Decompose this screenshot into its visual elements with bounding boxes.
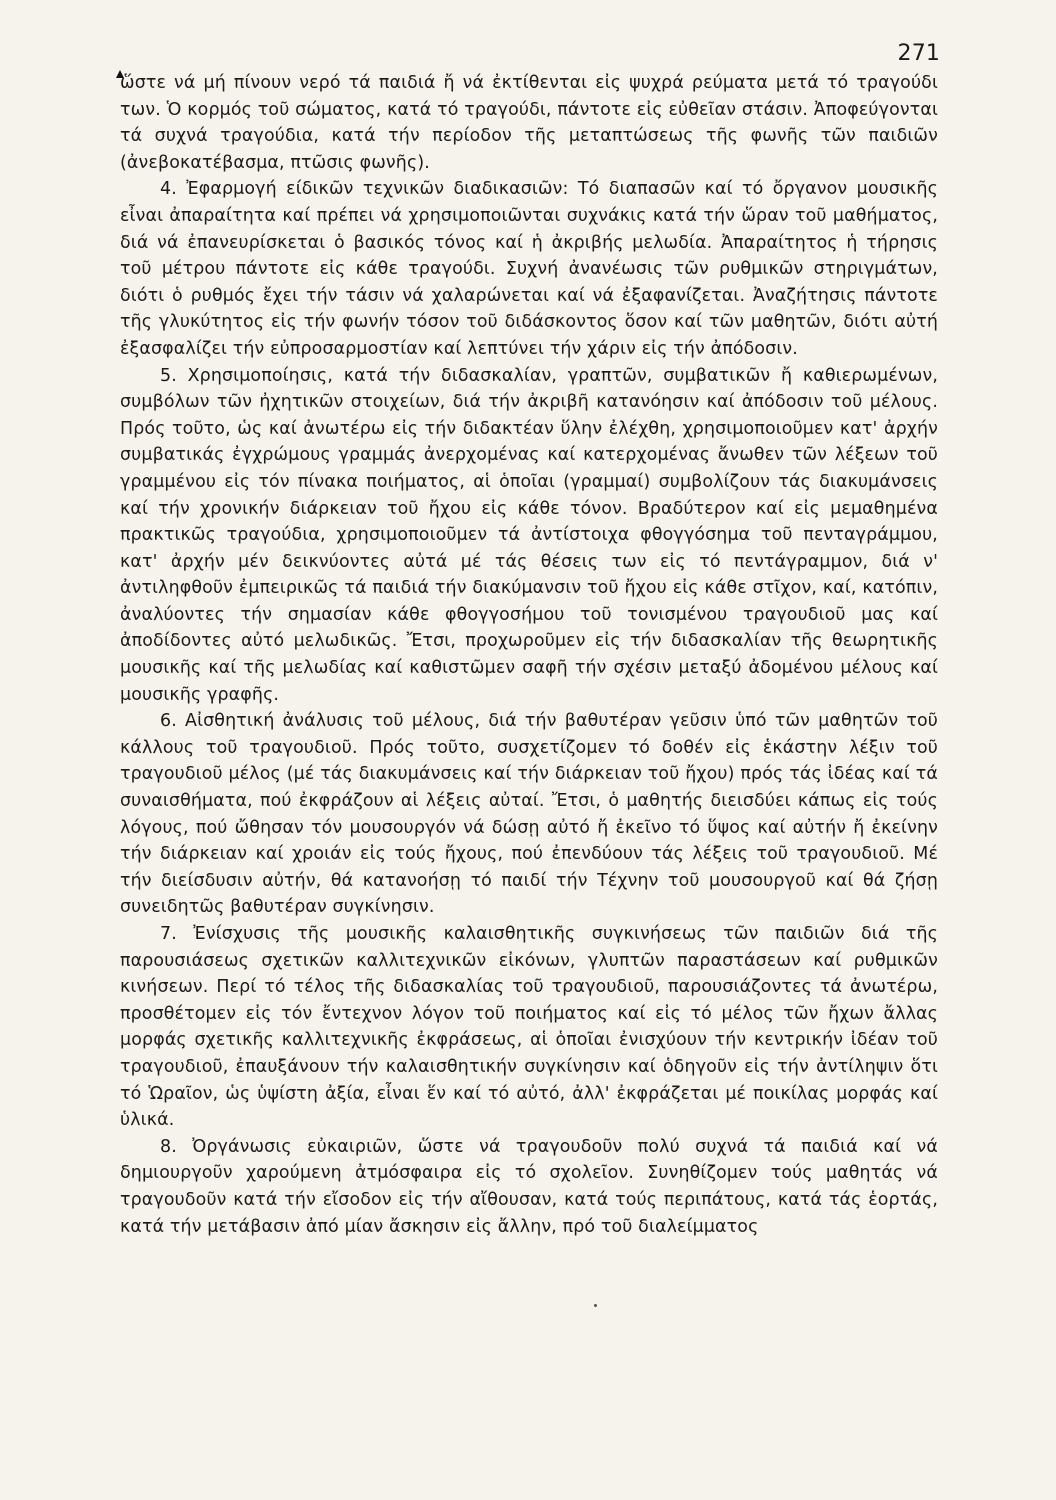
paragraph-continuation: ὥστε νά μή πίνουν νερό τά παιδιά ἤ νά ἐκτίθενται εἰς ψυχρά ρεύματα μετά τό τραγούδι των. Ὁ κορμός τοῦ σώματος, κατά τό τραγούδι, πάντοτε εἰς εὐθεῖαν στάσιν. Ἀποφεύγονται τά συχνά τραγούδια, κατά τήν περίοδον τῆς μεταπτώσεως τῆς φωνῆς τῶν παιδιῶν (ἀνεβοκατέβασμα, πτῶσις φωνῆς). — [120, 73, 938, 173]
paragraph-8: 8. Ὀργάνωσις εὐκαιριῶν, ὥστε νά τραγουδοῦν πολύ συχνά τά παιδιά καί νά δημιουργοῦν χαρούμενη ἀτμόσφαιρα εἰς τό σχολεῖον. Συνηθίζομεν τούς μαθητάς νά τραγουδοῦν κατά τήν εἴσοδον εἰς τήν αἴθουσαν, κατά τούς περιπάτους, κατά τάς ἑορτάς, κατά τήν μετάβασιν ἀπό μίαν ἄσκησιν εἰς ἄλλην, πρό τοῦ διαλείμματος — [120, 1136, 938, 1237]
paragraph-7: 7. Ἐνίσχυσις τῆς μουσικῆς καλαισθητικῆς συγκινήσεως τῶν παιδιῶν διά τῆς παρουσιάσεως σχετικῶν καλλιτεχνικῶν εἰκόνων, γλυπτῶν παραστάσεων καί ρυθμικῶν κινήσεων. Περί τό τέλος τῆς διδασκαλίας τοῦ τραγουδιοῦ, παρουσιάζοντες τά ἀνωτέρω, προσθέτομεν εἰς τόν ἔντεχνον λόγον τοῦ ποιήματος καί εἰς τό μέλος τῶν ἤχων ἄλλας μορφάς σχετικῆς καλλιτεχνικῆς ἐκφράσεως, αἱ ὁποῖαι ἐνισχύουν τήν κεντρικήν ἰδέαν τοῦ τραγουδιοῦ, ἐπαυξάνουν τήν καλαισθητικήν συγκίνησιν καί ὁδηγοῦν εἰς τήν ἀντίληψιν ὅτι τό Ὡραῖον, ὡς ὑψίστη ἀξία, εἶναι ἕν καί τό αὐτό, ἀλλ' ἐκφράζεται μέ ποικίλας μορφάς καί ὑλικά. — [120, 924, 938, 1131]
body-text — [120, 70, 938, 1240]
paragraph-5: 5. Χρησιμοποίησις, κατά τήν διδασκαλίαν, γραπτῶν, συμβατικῶν ἤ καθιερωμένων, συμβόλων τῶν ἠχητικῶν στοιχείων, διά τήν ἀκριβῆ κατανόησιν καί ἀπόδοσιν τοῦ μέλους. Πρός τοῦτο, ὡς καί ἀνωτέρω εἰς τήν διδακτέαν ὕλην ἐλέχθη, χρησιμοποιοῦμεν κατ' ἀρχήν συμβατικάς ἐγχρώμους γραμμάς ἀνερχομένας καί κατερχομένας ἄνωθεν τῶν λέξεων τοῦ γραμμένου εἰς τόν πίνακα ποιήματος, αἱ ὁποῖαι (γραμμαί) συμβολίζουν τάς διακυμάνσεις καί τήν χρονικήν διάρκειαν τοῦ ἤχου εἰς κάθε τόνον. Βραδύτερον καί εἰς μεμαθημένα πρακτικῶς τραγούδια, χρησιμοποιοῦμεν τά ἀντίστοιχα φθογγόσημα τοῦ πενταγράμμου, κατ' ἀρχήν μέν δεικνύοντες αὐτά μέ τάς θέσεις των εἰς τό πεντάγραμμον, διά ν' ἀντιληφθοῦν ἐμπειρικῶς τά παιδιά τήν διακύμανσιν τοῦ ἤχου εἰς κάθε στῖχον, καί, κατόπιν, ἀναλύοντες τήν σημασίαν κάθε φθογγοσήμου τοῦ τονισμένου τραγουδιοῦ μας καί ἀποδίδοντες αὐτό μελωδικῶς. Ἔτσι, προχωροῦμεν εἰς τήν διδασκαλίαν τῆς θεωρητικῆς μουσικῆς καί τῆς μελωδίας καί καθιστῶμεν σαφῆ τήν σχέσιν μεταξύ ἀδομένου μέλους καί μουσικῆς γραφῆς. — [120, 365, 938, 705]
print-mark — [116, 70, 124, 78]
paragraph-6: 6. Αἰσθητική ἀνάλυσις τοῦ μέλους, διά τήν βαθυτέραν γεῦσιν ὑπό τῶν μαθητῶν τοῦ κάλλους τοῦ τραγουδιοῦ. Πρός τοῦτο, συσχετίζομεν τό δοθέν εἰς ἑκάστην λέξιν τοῦ τραγουδιοῦ μέλος (μέ τάς διακυμάνσεις καί τήν διάρκειαν τοῦ ἤχου) πρός τάς ἰδέας καί τά συναισθήματα, πού ἐκφράζουν αἱ λέξεις αὐταί. Ἔτσι, ὁ μαθητής διεισδύει κάπως εἰς τούς λόγους, πού ὤθησαν τόν μουσουργόν νά δώσῃ αὐτό ἤ ἐκεῖνο τό ὕψος καί αὐτήν ἤ ἐκείνην τήν διάρκειαν καί χροιάν εἰς τούς ἤχους, πού ἐπενδύουν τάς λέξεις τοῦ τραγουδιοῦ. Μέ τήν διείσδυσιν αὐτήν, θά κατανοήσῃ τό παιδί τήν Τέχνην τοῦ μουσουργοῦ καί θά ζήσῃ συνειδητῶς βαθυτέραν συγκίνησιν. — [120, 711, 938, 918]
paragraph-4: 4. Ἐφαρμογή είδικῶν τεχνικῶν διαδικασιῶν: Τό διαπασῶν καί τό ὄργανον μουσικῆς εἶναι ἀπαραίτητα καί πρέπει νά χρησιμοποιῶνται συχνάκις κατά τήν ὥραν τοῦ μαθήματος, διά νά ἐπανευρίσκεται ὁ βασικός τόνος καί ἡ ἀκριβής μελωδία. Ἀπαραίτητος ἡ τήρησις τοῦ μέτρου πάντοτε εἰς κάθε τραγούδι. Συχνή ἀνανέωσις τῶν ρυθμικῶν στηριγμάτων, διότι ὁ ρυθμός ἔχει τήν τάσιν νά χαλαρώνεται καί νά ἐξαφανίζεται. Ἀναζήτησις πάντοτε τῆς γλυκύτητος εἰς τήν φωνήν τόσον τοῦ διδάσκοντος ὅσον καί τῶν μαθητῶν, διότι αὐτή ἐξασφαλίζει τήν εὐπροσαρμοστίαν καί λεπτύνει τήν χάριν εἰς τήν ἀπόδοσιν. — [120, 179, 938, 359]
page-number: 271 — [897, 41, 940, 66]
print-speck — [594, 1304, 597, 1307]
